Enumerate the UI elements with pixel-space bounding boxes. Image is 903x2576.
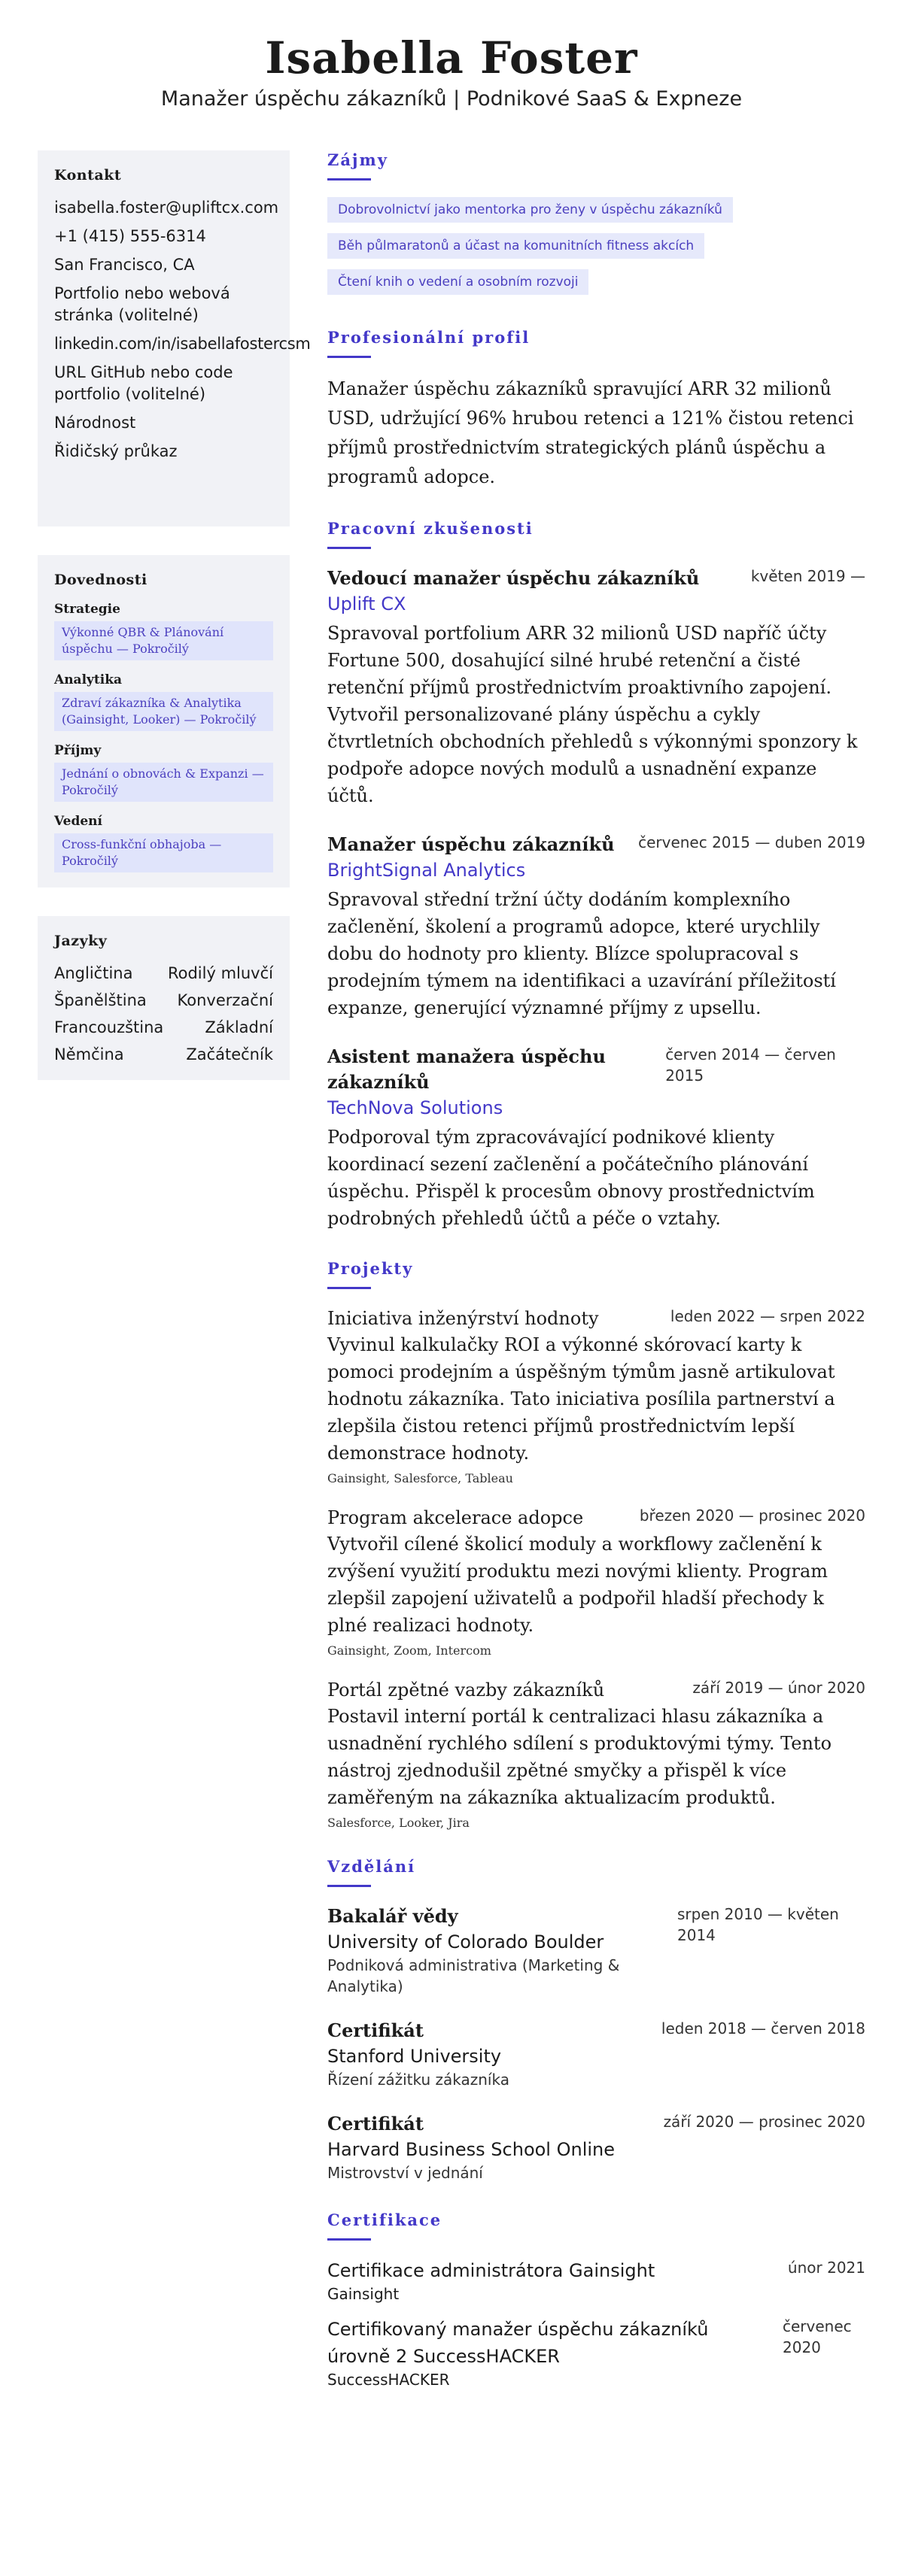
language-level: Začátečník — [186, 1045, 273, 1063]
skills-heading: Dovednosti — [54, 572, 147, 588]
project-entry — [327, 1306, 865, 1485]
language-row — [54, 963, 273, 984]
language-row — [54, 1044, 273, 1065]
experience-entry — [327, 566, 865, 809]
job-company: Uplift CX — [327, 593, 406, 614]
edu-field: Řízení zážitku zákazníka — [327, 2071, 509, 2089]
job-description: Podporoval tým zpracovávající podnikové klienty koordinací sezení začlenění a počátečního plánování úspěchu. Přispěl k procesům obnovy prostřednictvím podrobných přehledů účtů a péče o vztahy. — [327, 1127, 815, 1229]
languages-heading: Jazyky — [54, 933, 108, 949]
contact-github[interactable]: URL GitHub nebo code portfolio (volitelné) — [54, 363, 233, 403]
language-row — [54, 1017, 273, 1038]
cert-date: únor 2021 — [787, 2259, 865, 2277]
profile-summary: Manažer úspěchu zákazníků spravující ARR 32 milionů USD, udržující 96% hrubou retenci a 121% čistou retenci příjmů prostřednictvím strategických plánů úspěchu a programů adopce. — [327, 378, 854, 487]
language-name: Francouzština — [54, 1018, 164, 1036]
job-company: BrightSignal Analytics — [327, 860, 526, 881]
languages-box — [38, 916, 290, 1080]
education-entry — [327, 1904, 865, 1997]
project-name: Portál zpětné vazby zákazníků — [327, 1679, 605, 1701]
project-name: Iniciativa inženýrství hodnoty — [327, 1308, 599, 1329]
language-name: Španělština — [54, 991, 147, 1009]
cert-name: Certifikace administrátora Gainsight — [327, 2260, 655, 2281]
projects-section — [327, 1259, 865, 1830]
interest-chip: Běh půlmaratonů a účast na komunitních fitness akcích — [327, 233, 704, 259]
section-divider — [327, 547, 371, 549]
edu-dates: září 2020 — prosinec 2020 — [663, 2113, 865, 2131]
skill-item: Výkonné QBR & Plánování úspěchu — Pokročilý — [54, 621, 273, 660]
section-divider — [327, 356, 371, 358]
project-tech: Salesforce, Looker, Jira — [327, 1816, 470, 1830]
job-role: Manažer úspěchu zákazníků — [327, 833, 615, 855]
skill-category: Strategie — [54, 602, 120, 617]
skill-item: Cross-funkční obhajoba — Pokročilý — [54, 833, 273, 872]
candidate-name: Isabella Foster — [265, 32, 638, 83]
contact-linkedin[interactable]: linkedin.com/in/isabellafostercsm — [54, 335, 311, 353]
skill-category: Vedení — [54, 814, 102, 829]
edu-school: Harvard Business School Online — [327, 2139, 616, 2160]
certification-entry — [327, 2257, 865, 2304]
contact-license: Řidičský průkaz — [54, 442, 178, 460]
project-entry — [327, 1505, 865, 1658]
cert-issuer: Gainsight — [327, 2285, 400, 2303]
certifications-section — [327, 2210, 865, 2389]
skill-group — [54, 602, 273, 660]
project-tech: Gainsight, Zoom, Intercom — [327, 1643, 491, 1658]
language-name: Angličtina — [54, 964, 133, 982]
edu-school: Stanford University — [327, 2046, 502, 2067]
job-dates: červenec 2015 — duben 2019 — [638, 833, 865, 851]
section-divider — [327, 178, 371, 181]
job-dates: červen 2014 — červen 2015 — [665, 1045, 836, 1085]
edu-degree: Certifikát — [327, 2113, 424, 2135]
projects-heading: Projekty — [327, 1259, 414, 1278]
cert-date: červenec 2020 — [783, 2317, 852, 2356]
project-tech: Gainsight, Salesforce, Tableau — [327, 1471, 513, 1485]
skill-group — [54, 814, 273, 872]
edu-degree: Bakalář vědy — [327, 1905, 458, 1927]
project-entry — [327, 1677, 865, 1830]
job-description: Spravoval střední tržní účty dodáním komplexního začlenění, školení a programů adopce, které urychlily dobu do hodnoty pro klienty. Blízce spolupracoval s prodejním týmem na identifikaci a uzavírání příležitostí expanze, generující významné příjmy z upsellu. — [327, 889, 836, 1018]
language-level: Rodilý mluvčí — [167, 964, 273, 982]
interest-chip: Dobrovolnictví jako mentorka pro ženy v úspěchu zákazníků — [327, 197, 733, 223]
certifications-heading: Certifikace — [327, 2210, 442, 2229]
education-entry — [327, 2018, 865, 2090]
interests-section — [327, 150, 865, 305]
job-role: Vedoucí manažer úspěchu zákazníků — [327, 567, 700, 589]
education-entry — [327, 2111, 865, 2183]
profile-heading: Profesionální profil — [327, 328, 531, 347]
profile-section — [327, 328, 865, 492]
experience-entry — [327, 1044, 865, 1232]
project-description: Postavil interní portál k centralizaci hlasu zákazníka a usnadnění rychlého sdílení s produktovými týmy. Tento nástroj zjednodušil zpětné smyčky a přispěl k více zaměřeným na zákazníka aktualizacím produktů. — [327, 1706, 832, 1808]
language-level: Základní — [205, 1018, 273, 1036]
edu-dates: leden 2018 — červen 2018 — [661, 2019, 865, 2037]
edu-degree: Certifikát — [327, 2019, 424, 2041]
section-divider — [327, 2238, 371, 2241]
skills-box — [38, 555, 290, 887]
job-role: Asistent manažera úspěchu zákazníků — [327, 1045, 606, 1093]
contact-portfolio[interactable]: Portfolio nebo webová stránka (volitelné) — [54, 284, 230, 324]
skill-group — [54, 743, 273, 802]
skill-item: Jednání o obnovách & Expanzi — Pokročilý — [54, 763, 273, 802]
project-dates: září 2019 — únor 2020 — [692, 1679, 865, 1697]
resume-header — [0, 0, 903, 113]
edu-school: University of Colorado Boulder — [327, 1931, 604, 1952]
cert-issuer: SuccessHACKER — [327, 2371, 450, 2389]
main-content — [327, 150, 865, 2417]
cert-name: Certifikovaný manažer úspěchu zákazníků úrovně 2 SuccessHACKER — [327, 2319, 709, 2367]
project-description: Vyvinul kalkulačky ROI a výkonné skórovací karty k pomoci prodejním a úspěšným týmům jasně artikulovat hodnotu zákazníka. Tato iniciativa posílila partnerství a zlepšila čistou retenci příjmů prostřednictvím lepší demonstrace hodnoty. — [327, 1334, 835, 1464]
job-dates: květen 2019 — — [750, 567, 865, 585]
skill-group — [54, 672, 273, 731]
language-row — [54, 990, 273, 1011]
section-divider — [327, 1885, 371, 1887]
contact-heading: Kontakt — [54, 167, 122, 184]
contact-box — [38, 150, 311, 526]
contact-phone[interactable]: +1 (415) 555-6314 — [54, 227, 206, 245]
sidebar — [38, 150, 311, 1109]
experience-section — [327, 519, 865, 1232]
job-description: Spravoval portfolium ARR 32 milionů USD napříč účty Fortune 500, dosahující silné hrubé retenční a čisté retenční příjmů prostřednictvím proaktivního zapojení. Vytvořil personalizované plány úspěchu a cykly čtvrtletních obchodních přehledů s výkonnými sponzory k podpoře adopce nových modulů a usnadnění expanze účtů. — [327, 623, 858, 806]
contact-email[interactable]: isabella.foster@upliftcx.com — [54, 199, 279, 217]
contact-nationality: Národnost — [54, 414, 136, 432]
edu-dates: srpen 2010 — květen 2014 — [677, 1905, 839, 1944]
skill-item: Zdraví zákazníka & Analytika (Gainsight, Looker) — Pokročilý — [54, 692, 273, 731]
education-section — [327, 1857, 865, 2183]
job-company: TechNova Solutions — [327, 1097, 503, 1118]
contact-location: San Francisco, CA — [54, 256, 195, 274]
edu-field: Podniková administrativa (Marketing & Analytika) — [327, 1956, 620, 1995]
language-level: Konverzační — [177, 991, 273, 1009]
project-description: Vytvořil cílené školicí moduly a workflowy začlenění k zvýšení využití produktu mezi novými klienty. Program zlepšil zapojení uživatelů a podpořil hladší přechody k plné realizaci hodnoty. — [327, 1534, 829, 1636]
experience-entry — [327, 832, 865, 1021]
interests-heading: Zájmy — [327, 150, 388, 169]
experience-heading: Pracovní zkušenosti — [327, 519, 534, 538]
language-name: Němčina — [54, 1045, 124, 1063]
candidate-title: Manažer úspěchu zákazníků | Podnikové SaaS & Expneze — [160, 87, 743, 111]
certification-entry — [327, 2316, 865, 2389]
interest-chip: Čtení knih o vedení a osobním rozvoji — [327, 269, 588, 295]
edu-field: Mistrovství v jednání — [327, 2164, 483, 2182]
project-name: Program akcelerace adopce — [327, 1507, 584, 1528]
project-dates: březen 2020 — prosinec 2020 — [639, 1506, 865, 1525]
section-divider — [327, 1287, 371, 1289]
skill-category: Analytika — [54, 672, 123, 687]
project-dates: leden 2022 — srpen 2022 — [670, 1307, 865, 1325]
skill-category: Příjmy — [54, 743, 102, 758]
education-heading: Vzdělání — [327, 1857, 416, 1876]
